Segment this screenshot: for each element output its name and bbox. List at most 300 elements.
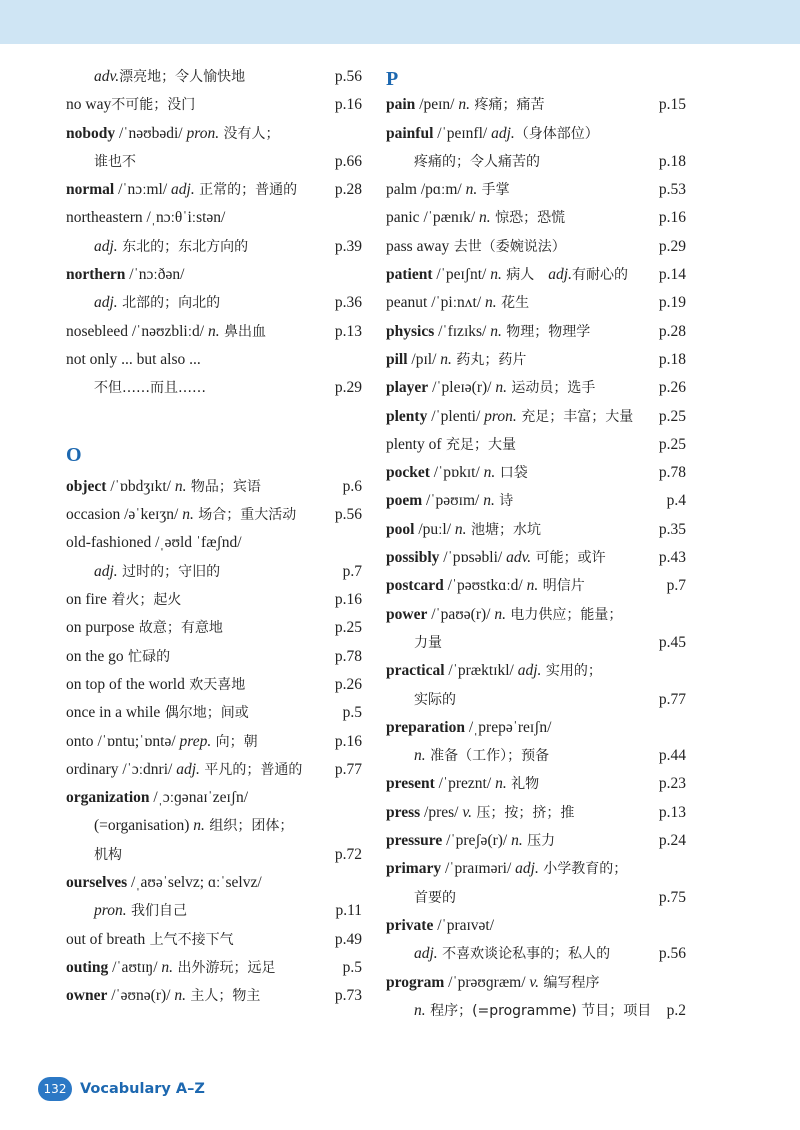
chinese-definition: 有耐心的 — [571, 267, 628, 284]
chinese-definition: 压；按；挤；推 — [471, 804, 575, 821]
vocab-entry — [66, 982, 362, 1010]
headword: practical — [386, 662, 445, 680]
entry-text — [66, 233, 248, 261]
part-of-speech: n. — [182, 506, 194, 524]
pronunciation: /ˈpəʊɪm/ — [422, 492, 484, 510]
chinese-definition: 实际的 — [414, 691, 456, 708]
vocab-entry — [386, 261, 686, 289]
entry-text — [386, 176, 510, 204]
chinese-definition: 忙碌的 — [123, 648, 171, 665]
entry-text — [66, 926, 234, 954]
headword: primary — [386, 860, 442, 878]
part-of-speech: adj. — [517, 662, 542, 680]
entry-text — [386, 459, 528, 487]
vocab-entry — [66, 91, 362, 119]
chinese-definition: 谁也不 — [94, 153, 136, 170]
chinese-definition: 口袋 — [495, 465, 528, 482]
vocab-entry — [66, 318, 362, 346]
pronunciation: /ˈpeɪʃnt/ — [432, 266, 491, 284]
part-of-speech: adv. — [94, 68, 120, 85]
vocab-entry — [66, 643, 362, 671]
chinese-definition: 不但……而且…… — [94, 380, 206, 397]
vocab-entry — [66, 897, 362, 925]
entry-text — [66, 643, 170, 671]
headword: object — [66, 477, 107, 495]
entry-text — [66, 289, 220, 317]
plain-text: onto — [66, 732, 94, 750]
plain-text: once in a while — [66, 704, 161, 722]
section-letter: O — [66, 443, 82, 466]
vocab-entry — [66, 586, 362, 614]
vocab-entry — [66, 374, 362, 402]
vocab-entry — [66, 869, 362, 897]
chinese-definition: （身体部位） — [514, 125, 599, 142]
part-of-speech: n. — [414, 747, 426, 765]
vocab-entry — [66, 261, 362, 289]
page-reference: p.66 — [334, 152, 362, 170]
chinese-definition: 物理；物理学 — [501, 323, 591, 340]
part-of-speech: adv. — [506, 549, 532, 567]
entry-text — [386, 572, 585, 600]
part-of-speech: n. — [495, 775, 507, 793]
entry-text — [66, 812, 293, 840]
part-of-speech: n. — [174, 477, 187, 495]
entry-text — [386, 714, 551, 742]
vocab-entry — [386, 176, 686, 204]
page-reference: p.7 — [342, 562, 362, 580]
page-reference: p.53 — [658, 181, 686, 199]
pronunciation: /ˈfɪzɪks/ — [434, 322, 491, 340]
vocab-entry — [66, 841, 362, 869]
chinese-definition: 着火；起火 — [106, 592, 182, 609]
page-reference: p.19 — [658, 294, 686, 312]
headword: nobody — [66, 124, 116, 142]
footer-section-title: Vocabulary A–Z — [80, 1081, 205, 1097]
chinese-definition: 可能；或许 — [531, 550, 606, 567]
headword: patient — [386, 266, 433, 284]
page-reference: p.56 — [334, 506, 362, 524]
vocab-entry — [66, 473, 362, 501]
pronunciation: /ˈpænɪk/ — [419, 209, 479, 227]
plain-text: pass away — [386, 237, 450, 255]
part-of-speech: n. — [526, 577, 539, 595]
part-of-speech: n. — [485, 294, 497, 312]
chinese-definition: 正常的；普通的 — [194, 182, 298, 199]
entry-text — [386, 120, 599, 148]
entry-text — [66, 176, 297, 204]
chinese-definition: 不可能；没门 — [111, 97, 196, 114]
page-reference: p.29 — [658, 237, 686, 255]
chinese-definition: 手掌 — [477, 182, 510, 199]
headword: outing — [66, 958, 109, 976]
part-of-speech: n. — [479, 209, 491, 227]
vocab-entry — [386, 544, 686, 572]
page-reference: p.4 — [666, 492, 686, 510]
part-of-speech: n. — [454, 520, 467, 538]
entry-text — [386, 431, 516, 459]
headword: plenty — [386, 407, 428, 425]
page-reference: p.26 — [658, 379, 686, 397]
pronunciation: /ˈɔːdnri/ — [118, 760, 177, 778]
chinese-definition: 压力 — [522, 833, 556, 850]
entry-text — [66, 756, 302, 784]
page-reference: p.11 — [335, 902, 362, 920]
headword: pool — [386, 520, 415, 538]
entry-text — [386, 233, 566, 261]
plain-text: ordinary — [66, 760, 119, 778]
plain-text: northeastern — [66, 209, 143, 227]
page-reference: p.78 — [658, 464, 686, 482]
chinese-definition: 准备（工作）；预备 — [425, 748, 550, 765]
vocab-entry — [386, 827, 686, 855]
entry-text — [66, 204, 225, 232]
headword: player — [386, 379, 429, 397]
entry-text — [66, 346, 201, 374]
entry-text — [386, 601, 622, 629]
page-reference: p.2 — [666, 1001, 686, 1019]
part-of-speech: pron. — [186, 124, 220, 142]
entry-text — [66, 982, 260, 1010]
chinese-definition: 小学教育的； — [538, 861, 628, 878]
entry-text — [386, 403, 633, 431]
entry-text — [386, 884, 456, 912]
chinese-definition: 疼痛；痛苦 — [470, 97, 545, 114]
vocab-entry — [386, 403, 686, 431]
pronunciation: /ˈpraɪvət/ — [433, 916, 495, 934]
entry-text — [66, 869, 262, 897]
plain-text: (=organisation) — [94, 817, 194, 835]
vocab-entry — [66, 614, 362, 642]
chinese-definition: 电力供应；能量； — [505, 606, 623, 623]
entry-text — [386, 261, 628, 289]
chinese-definition: 不喜欢谈论私事的；私人的 — [437, 946, 611, 963]
vocab-entry — [386, 601, 686, 629]
vocab-entry — [386, 742, 686, 770]
vocab-entry — [386, 318, 686, 346]
page-reference: p.72 — [334, 845, 362, 863]
headword: present — [386, 775, 435, 793]
chinese-definition: 礼物 — [506, 776, 540, 793]
pronunciation: /ˈprəʊɡræm/ — [444, 973, 530, 991]
page-reference: p.77 — [658, 690, 686, 708]
chinese-definition: 运动员；选手 — [506, 380, 596, 397]
chinese-definition: 机构 — [94, 846, 122, 863]
page-reference: p.28 — [334, 181, 362, 199]
vocab-entry — [386, 487, 686, 515]
headword: pill — [386, 350, 408, 368]
pronunciation: /ˌɔːɡənaɪˈzeɪʃn/ — [149, 789, 249, 807]
part-of-speech: n. — [414, 1001, 426, 1019]
chinese-definition: 东北的；东北方向的 — [117, 238, 249, 255]
page-reference: p.14 — [658, 266, 686, 284]
vocab-entry — [386, 657, 686, 685]
pronunciation: /ˈpræktɪkl/ — [444, 662, 518, 680]
pronunciation: /ˈnɔːml/ — [114, 181, 172, 199]
headword: possibly — [386, 549, 440, 567]
headword: northern — [66, 266, 126, 284]
page-reference: p.28 — [658, 322, 686, 340]
chinese-definition: 充足；大量 — [441, 436, 516, 453]
chinese-definition: 药丸；药片 — [451, 351, 527, 368]
page-reference: p.25 — [658, 435, 686, 453]
headword: preparation — [386, 718, 465, 736]
plain-text: plenty of — [386, 435, 442, 453]
entry-text — [386, 91, 544, 119]
headword: power — [386, 605, 428, 623]
vocab-entry — [386, 233, 686, 261]
chinese-definition: 实用的； — [541, 663, 602, 680]
headword: painful — [386, 124, 434, 142]
entry-text — [66, 120, 280, 148]
plain-text: occasion — [66, 506, 121, 524]
page-reference: p.13 — [658, 803, 686, 821]
entry-text — [66, 954, 276, 982]
vocab-entry — [66, 289, 362, 317]
headword: press — [386, 803, 421, 821]
spacer — [66, 403, 362, 431]
pronunciation: /ˈɒntu;ˈɒntə/ — [93, 732, 180, 750]
pronunciation: /ˌprepəˈreɪʃn/ — [464, 718, 552, 736]
page-reference: p.18 — [658, 152, 686, 170]
entry-text — [66, 261, 184, 289]
entry-text — [386, 629, 442, 657]
entry-text — [386, 912, 494, 940]
vocab-entry — [386, 289, 686, 317]
part-of-speech: adj. — [94, 294, 118, 312]
vocab-entry — [386, 686, 686, 714]
vocab-entry — [386, 884, 686, 912]
plain-text: not only ... but also ... — [66, 350, 201, 368]
part-of-speech: prep. — [179, 732, 212, 750]
vocab-entry — [386, 997, 686, 1025]
vocab-entry — [386, 204, 686, 232]
page-reference: p.35 — [658, 520, 686, 538]
entry-text — [386, 827, 555, 855]
pronunciation: /ˈnəʊzbliːd/ — [127, 322, 208, 340]
vocab-entry — [66, 812, 362, 840]
vocab-entry — [386, 120, 686, 148]
entry-text — [66, 63, 245, 91]
vocab-entry — [386, 855, 686, 883]
headword: poem — [386, 492, 423, 510]
vocab-entry — [386, 629, 686, 657]
entry-text — [386, 487, 513, 515]
entry-text — [386, 855, 627, 883]
page-reference: p.25 — [334, 619, 362, 637]
chinese-definition: 充足；丰富；大量 — [516, 408, 634, 425]
plain-text: on top of the world — [66, 675, 185, 693]
vocab-entry — [66, 529, 362, 557]
page-reference: p.29 — [334, 379, 362, 397]
pronunciation: /ˌnɔːθˈiːstən/ — [142, 209, 226, 227]
page-reference: p.56 — [658, 945, 686, 963]
part-of-speech: pron. — [94, 902, 127, 920]
vocab-entry — [66, 784, 362, 812]
part-of-speech: adj. — [94, 237, 118, 255]
plain-text: peanut — [386, 294, 428, 312]
vocab-entry — [386, 714, 686, 742]
vocab-entry — [386, 346, 686, 374]
vocab-entry — [386, 374, 686, 402]
vocab-entry — [66, 63, 362, 91]
vocab-entry — [386, 940, 686, 968]
entry-text — [386, 940, 610, 968]
page-reference: p.43 — [658, 549, 686, 567]
vocab-entry — [66, 148, 362, 176]
pronunciation: /ˈəʊnə(r)/ — [107, 987, 175, 1005]
page-reference: p.16 — [334, 96, 362, 114]
part-of-speech: n. — [161, 958, 174, 976]
plain-text: panic — [386, 209, 420, 227]
plain-text: on fire — [66, 591, 107, 609]
chinese-definition: 编写程序 — [539, 974, 600, 991]
pronunciation: /ˈɒbdʒɪkt/ — [106, 477, 175, 495]
part-of-speech: n. — [483, 464, 496, 482]
entry-text — [386, 997, 651, 1025]
pronunciation: /ˈpleɪə(r)/ — [428, 379, 496, 397]
chinese-definition: 故意；有意地 — [134, 620, 223, 637]
entry-text — [386, 289, 529, 317]
part-of-speech: n. — [511, 832, 523, 850]
vocab-entry — [386, 91, 686, 119]
entry-text — [66, 374, 206, 402]
vocab-entry — [386, 431, 686, 459]
vocab-entry — [66, 120, 362, 148]
page-reference: p.36 — [334, 294, 362, 312]
vocab-entry — [386, 770, 686, 798]
vocab-entry — [66, 558, 362, 586]
plain-text: out of breath — [66, 930, 146, 948]
vocab-entry — [66, 176, 362, 204]
vocab-entry — [66, 699, 362, 727]
part-of-speech: n. — [458, 96, 470, 114]
plain-text: on purpose — [66, 619, 135, 637]
pronunciation: /ˈpraɪməri/ — [441, 860, 516, 878]
entry-text — [66, 671, 245, 699]
pronunciation: /ˈplenti/ — [427, 407, 485, 425]
chinese-definition: 组织；团体； — [204, 818, 294, 835]
entry-text — [66, 784, 248, 812]
chinese-definition: 诗 — [494, 493, 514, 510]
page-reference: p.5 — [342, 704, 362, 722]
left-column — [66, 63, 362, 1011]
part-of-speech: adj. — [491, 124, 515, 142]
chinese-definition: 病人 — [501, 267, 549, 284]
chinese-definition: 花生 — [496, 295, 530, 312]
vocab-entry — [66, 501, 362, 529]
headword: pain — [386, 96, 416, 114]
chinese-definition: 过时的；守旧的 — [117, 563, 221, 580]
entry-text — [386, 799, 574, 827]
headword: owner — [66, 987, 108, 1005]
entry-text — [386, 318, 590, 346]
page-reference: p.15 — [658, 96, 686, 114]
entry-text — [66, 728, 258, 756]
entry-text — [386, 686, 456, 714]
vocab-entry — [66, 204, 362, 232]
headword: organization — [66, 789, 150, 807]
vocab-entry — [386, 459, 686, 487]
top-color-band — [0, 0, 800, 44]
part-of-speech: pron. — [484, 407, 517, 425]
part-of-speech: n. — [193, 817, 205, 835]
part-of-speech: n. — [490, 266, 502, 284]
chinese-definition: 没有人； — [219, 125, 280, 142]
pronunciation: /pɑːm/ — [417, 181, 466, 199]
page-reference: p.18 — [658, 350, 686, 368]
pronunciation: /ˈpeɪnfl/ — [433, 124, 492, 142]
vocab-entry — [66, 756, 362, 784]
pronunciation: /ˈpiːnʌt/ — [427, 294, 486, 312]
part-of-speech: adj. — [176, 760, 200, 778]
chinese-definition: 向；朝 — [211, 733, 258, 750]
page-reference: p.16 — [334, 591, 362, 609]
vocab-entry — [66, 926, 362, 954]
entry-text — [386, 516, 541, 544]
vocab-entry — [386, 572, 686, 600]
entry-text — [66, 897, 187, 925]
entry-text — [66, 529, 242, 557]
chinese-definition: 上气不接下气 — [145, 931, 234, 948]
chinese-definition: 池塘；水坑 — [466, 521, 541, 538]
page-reference: p.44 — [658, 747, 686, 765]
chinese-definition: 我们自己 — [126, 903, 188, 920]
entry-text — [66, 91, 195, 119]
headword: normal — [66, 181, 115, 199]
headword: private — [386, 916, 434, 934]
part-of-speech: adj. — [515, 860, 539, 878]
entry-text — [386, 770, 539, 798]
chinese-definition: 北部的；向北的 — [117, 295, 221, 312]
chinese-definition: 漂亮地；令人愉快地 — [119, 69, 246, 85]
vocab-entry — [66, 954, 362, 982]
vocab-entry — [386, 969, 686, 997]
plain-text: palm — [386, 181, 417, 199]
pronunciation: /ˌəʊld ˈfæʃnd/ — [151, 534, 242, 552]
page-reference: p.13 — [334, 322, 362, 340]
chinese-definition: 出外游玩；远足 — [173, 959, 276, 976]
page-reference: p.73 — [334, 987, 362, 1005]
chinese-definition: 欢天喜地 — [184, 676, 246, 693]
headword: postcard — [386, 577, 444, 595]
part-of-speech: n. — [207, 322, 220, 340]
pronunciation: /əˈkeɪʒn/ — [120, 506, 183, 524]
chinese-definition: 疼痛的；令人痛苦的 — [414, 153, 540, 170]
entry-text — [66, 614, 223, 642]
page-reference: p.7 — [666, 577, 686, 595]
entry-text — [386, 657, 602, 685]
pronunciation: /ˈnəʊbədi/ — [115, 124, 187, 142]
page-reference: p.78 — [334, 647, 362, 665]
chinese-definition: 去世（委婉说法） — [449, 238, 566, 255]
chinese-definition: 惊恐；恐慌 — [490, 210, 566, 227]
pronunciation: /ˈpɒkɪt/ — [429, 464, 484, 482]
entry-text — [66, 586, 181, 614]
pronunciation: /ˈpreznt/ — [434, 775, 496, 793]
chinese-definition: 力量 — [414, 634, 442, 651]
headword: pressure — [386, 832, 443, 850]
vocab-entry — [386, 516, 686, 544]
headword: physics — [386, 322, 435, 340]
page-reference: p.6 — [342, 477, 362, 495]
entry-text — [386, 148, 540, 176]
pronunciation: /ˈaʊtɪŋ/ — [108, 958, 162, 976]
pronunciation: /pɪl/ — [407, 350, 441, 368]
page-number-badge: 132 — [38, 1077, 72, 1101]
chinese-definition: 场合；重大活动 — [193, 507, 297, 524]
entry-text — [66, 148, 136, 176]
chinese-definition: 程序；(=programme) 节目；项目 — [425, 1002, 652, 1019]
